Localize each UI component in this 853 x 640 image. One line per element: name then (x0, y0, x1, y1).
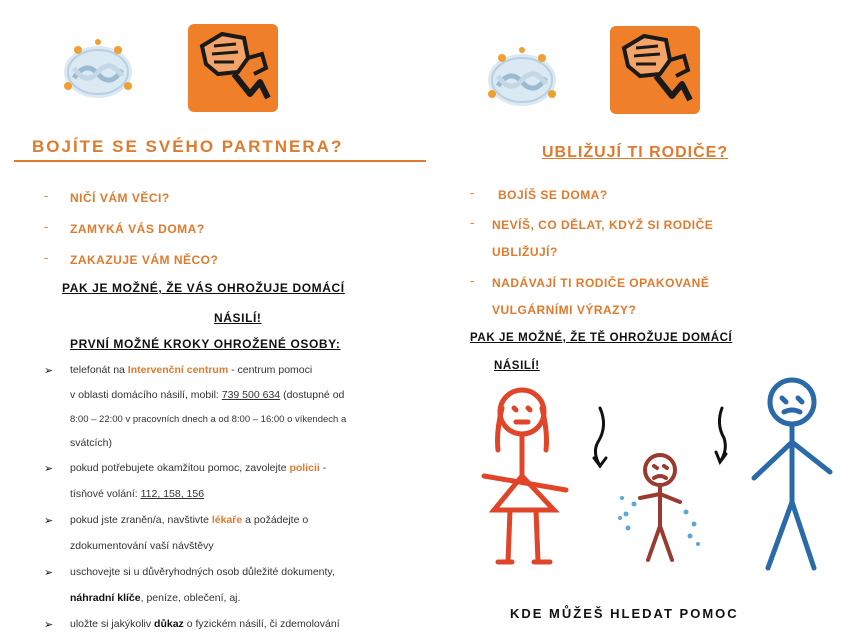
father-figure (754, 380, 830, 568)
question-item: ZAKAZUJE VÁM NĚCO? (70, 253, 219, 267)
step-text: o fyzickém násilí, či zdemolování (183, 618, 340, 630)
step-line (70, 389, 344, 401)
bullet-dash: - (470, 215, 475, 230)
organization-logo-icon (48, 30, 148, 110)
left-title: BOJÍTE SE SVÉHO PARTNERA? (32, 137, 344, 156)
fist-logo-icon (188, 24, 278, 112)
step-text: pokud jste zraněn/a, navštivte (70, 514, 212, 526)
right-flyer (440, 0, 853, 640)
arrow-bullet-icon: ➢ (44, 365, 54, 377)
step-text: - (319, 462, 327, 474)
step-text: tísňové volání: (70, 488, 141, 500)
evidence: důkaz (154, 618, 184, 630)
violence-warning: PAK JE MOŽNÉ, ŽE TĚ OHROŽUJE DOMÁCÍ (470, 332, 733, 344)
arrow-bullet-icon: ➢ (44, 619, 54, 631)
step-text: a požádejte o (242, 514, 309, 526)
question-item: BOJÍŠ SE DOMA? (498, 188, 608, 202)
step-line (70, 592, 240, 604)
right-title: UBLIŽUJÍ TI RODIČE? (542, 144, 729, 161)
bullet-dash: - (470, 273, 475, 288)
step-item (70, 618, 340, 630)
arrow-bullet-icon: ➢ (44, 463, 54, 475)
question-item: NIČÍ VÁM VĚCI? (70, 191, 170, 205)
bullet-dash: - (44, 188, 49, 203)
child-figure (640, 455, 680, 560)
step-line: 8:00 – 22:00 v pracovních dnech a od 8:00 – 16:00 o víkendech a (70, 414, 347, 425)
doctor: lékaře (211, 514, 243, 526)
arrow-bullet-icon: ➢ (44, 567, 54, 579)
intervention-center: Intervenční centrum (127, 364, 229, 376)
phone-number: 739 500 634 (221, 389, 281, 401)
help-footer: KDE MŮŽEŠ HLEDAT POMOC (510, 606, 739, 621)
bullet-dash: - (44, 219, 49, 234)
steps-heading-text: PRVNÍ MOŽNÉ KROKY OHROŽENÉ OSOBY (70, 337, 336, 351)
question-item: NEVÍŠ, CO DĚLAT, KDYŽ SI RODIČE (492, 218, 714, 232)
step-item (70, 364, 312, 376)
emergency-numbers: 112, 158, 156 (140, 488, 205, 500)
step-text: , peníze, oblečení, aj. (140, 592, 241, 604)
step-item (70, 514, 308, 526)
step-text: telefonát na (70, 364, 128, 376)
step-line: svátcích) (70, 437, 113, 449)
question-item: NADÁVAJÍ TI RODIČE OPAKOVANĚ (492, 276, 710, 290)
violence-warning-end: NÁSILÍ! (494, 360, 540, 372)
mother-figure (484, 390, 566, 562)
organization-logo-icon (472, 38, 572, 118)
question-item: ZAMYKÁ VÁS DOMA? (70, 222, 205, 236)
step-text: - centrum pomoci (228, 364, 313, 376)
step-text: uložte si jakýkoliv (70, 618, 155, 630)
question-item: VULGÁRNÍMI VÝRAZY? (492, 303, 637, 317)
steps-heading-colon: : (335, 337, 341, 351)
step-item: uschovejte si u důvěryhodných osob důležité dokumenty, (70, 566, 335, 578)
title-underline (14, 160, 426, 162)
question-item: UBLIŽUJÍ? (492, 245, 558, 259)
bullet-dash: - (44, 250, 49, 265)
violence-warning-end: NÁSILÍ! (214, 311, 262, 325)
bullet-dash: - (470, 185, 475, 200)
violence-warning: PAK JE MOŽNÉ, ŽE VÁS OHROŽUJE DOMÁCÍ (62, 281, 345, 295)
step-line: zdokumentování vaší návštěvy (70, 540, 214, 552)
spare-keys: náhradní klíče (70, 592, 141, 604)
police: policii (289, 462, 320, 474)
step-text: (dostupné od (280, 389, 345, 401)
family-drawing (476, 372, 846, 578)
fist-logo-icon (610, 26, 700, 114)
step-item (70, 462, 326, 474)
step-text: pokud potřebujete okamžitou pomoc, zavolejte (70, 462, 290, 474)
tension-arrow-icon (594, 408, 726, 466)
step-text: v oblasti domácího násilí, mobil: (70, 389, 222, 401)
steps-heading (70, 337, 341, 351)
arrow-bullet-icon: ➢ (44, 515, 54, 527)
step-line (70, 488, 204, 500)
